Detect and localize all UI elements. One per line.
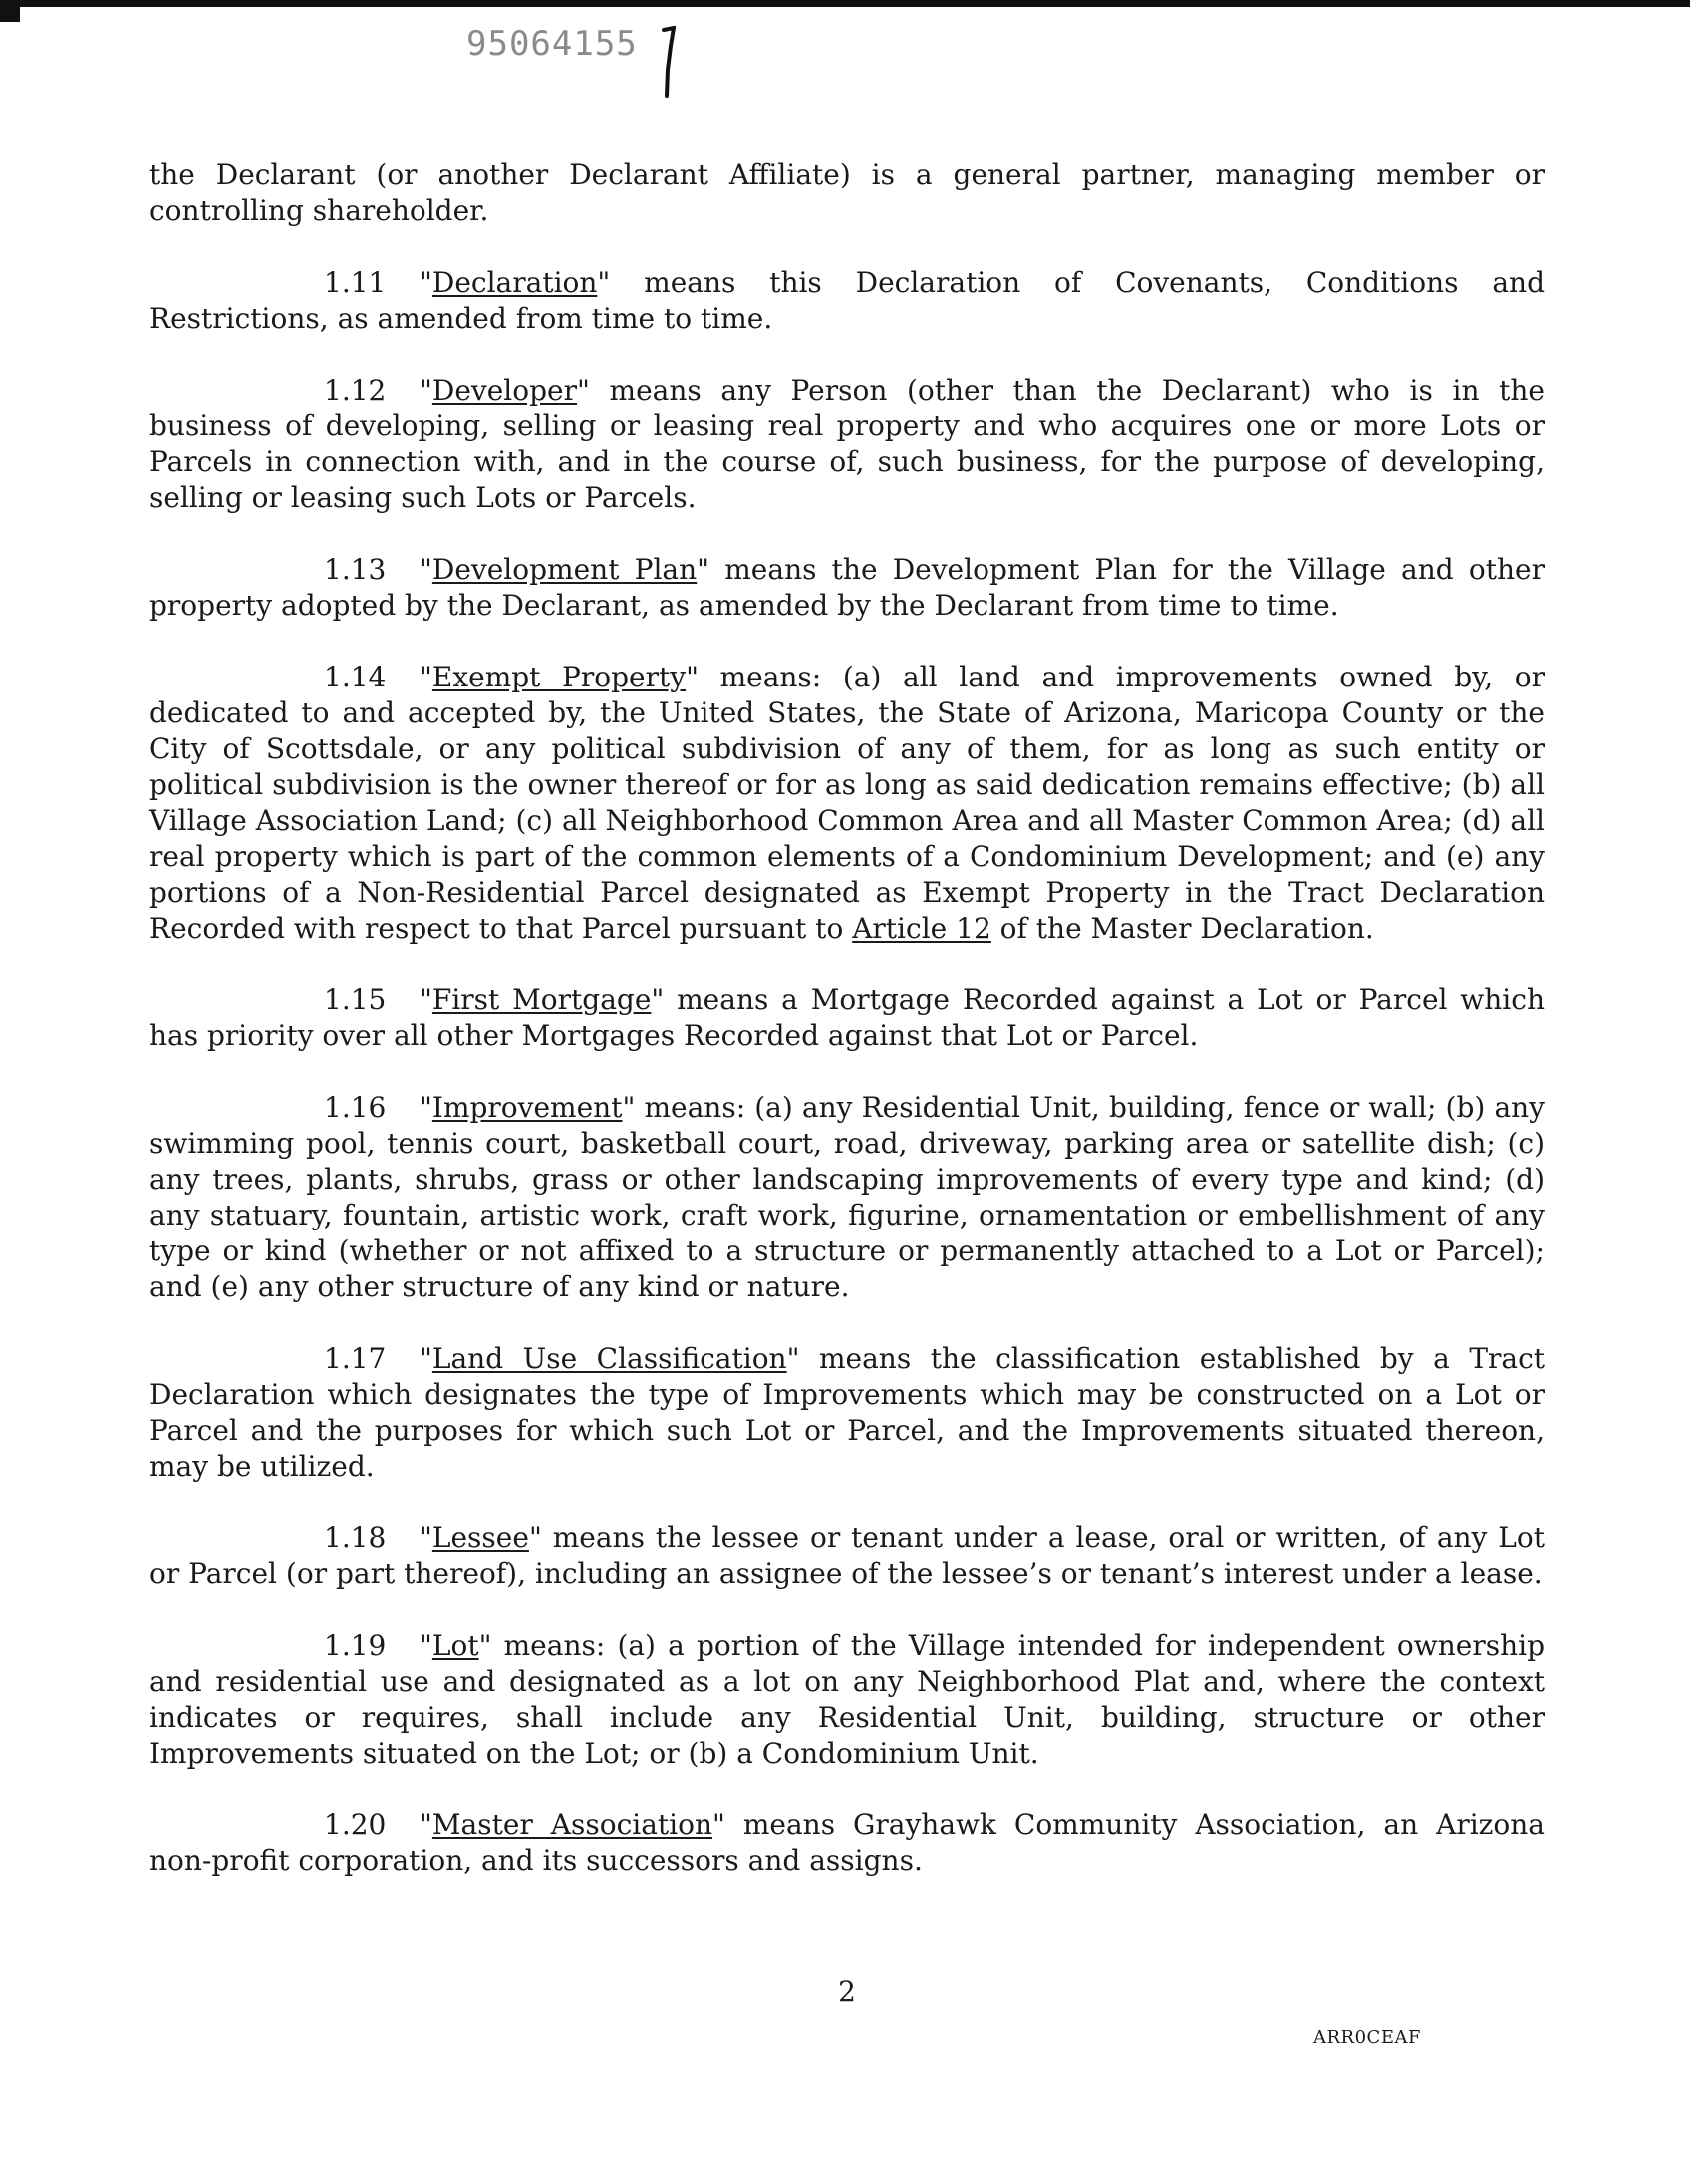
defined-term: Declaration [431, 266, 598, 299]
defined-term: Developer [431, 374, 577, 407]
document-code: ARR0CEAF [1313, 2027, 1421, 2048]
defined-term: Land Use Classification [431, 1342, 787, 1375]
defined-term: Lessee [431, 1521, 529, 1554]
defined-term: Development Plan [431, 553, 698, 586]
section-1-17: 1.17 "Land Use Classification" means the classification established by a Tract Declaration which designates the type of Improvements which may be constructed on a Lot or Parcel and the purposes for which such Lot or Parcel, and the Improvements situated thereon, may be utilized. [149, 1342, 1546, 1483]
section-number: 1.13 [324, 553, 387, 586]
section-text: " means Grayhawk Community Association, an Arizona non-profit corporation, and its successors and assigns. [149, 1808, 1545, 1877]
section-number: 1.16 [324, 1091, 387, 1124]
section-number: 1.20 [324, 1808, 387, 1841]
section-1-15: 1.15 "First Mortgage" means a Mortgage Recorded against a Lot or Parcel which has priority over all other Mortgages Recorded against that Lot or Parcel. [149, 983, 1545, 1052]
section-number: 1.15 [324, 983, 387, 1016]
page-number: 2 [838, 1975, 856, 2008]
defined-term: Improvement [431, 1091, 623, 1124]
section-text: " means: (a) any Residential Unit, building, fence or wall; (b) any swimming pool, tennis court, basketball court, road, driveway, parking area or satellite dish; (c) any trees, plants, shrubs, grass or other landscaping improvements of every type and kind; (d) any statuary, fountain, artistic work, craft work, figurine, ornamentation or embellishment of any type or kind (whether or not affixed to a structure or permanently attached to a Lot or Parcel); and (e) any other structure of any kind or nature. [149, 1091, 1545, 1303]
section-number: 1.17 [324, 1342, 387, 1375]
continuation-paragraph: the Declarant (or another Declarant Affiliate) is a general partner, managing member or controlling shareholder. [149, 158, 1545, 227]
section-number: 1.18 [324, 1521, 387, 1554]
section-text: " means the lessee or tenant under a lease, oral or written, of any Lot or Parcel (or part thereof), including an assignee of the lessee’s or tenant’s interest under a lease. [149, 1521, 1545, 1590]
section-1-16: 1.16 "Improvement" means: (a) any Residential Unit, building, fence or wall; (b) any swimming pool, tennis court, basketball court, road, driveway, parking area or satellite dish; (c) any trees, plants, shrubs, grass or other landscaping improvements of every type and kind; (d) any statuary, fountain, artistic work, craft work, figurine, ornamentation or embellishment of any type or kind (whether or not affixed to a structure or permanently attached to a Lot or Parcel); and (e) any other structure of any kind or nature. [149, 1091, 1545, 1303]
section-text: " means the Development Plan for the Village and other property adopted by the Declarant, as amended by the Declarant from time to time. [149, 553, 1545, 622]
section-text: " means this Declaration of Covenants, Conditions and Restrictions, as amended from time to time. [149, 266, 1545, 335]
section-1-20: 1.20 "Master Association" means Grayhawk Community Association, an Arizona non-profit corporation, and its successors and assigns. [149, 1808, 1545, 1877]
document-stamp-number: 95064155 [466, 24, 638, 64]
section-number: 1.11 [324, 266, 387, 299]
scan-corner-mark [0, 0, 20, 22]
section-text: " means: (a) a portion of the Village intended for independent ownership and residential use and designated as a lot on any Neighborhood Plat and, where the context indicates or requires, shall include any Residential Unit, building, structure or other Improvements situated on the Lot; or (b) a Condominium Unit. [149, 1629, 1545, 1770]
stamp-pen-stroke-icon [662, 26, 676, 98]
section-1-19: 1.19 "Lot" means: (a) a portion of the Village intended for independent ownership and residential use and designated as a lot on any Neighborhood Plat and, where the context indicates or requires, shall include any Residential Unit, building, structure or other Improvements situated on the Lot; or (b) a Condominium Unit. [149, 1629, 1545, 1770]
scan-top-edge [0, 0, 1690, 7]
defined-term: First Mortgage [431, 983, 652, 1016]
defined-term: Master Association [431, 1808, 713, 1841]
section-1-14: 1.14 "Exempt Property" means: (a) all land and improvements owned by, or dedicated to and accepted by, the United States, the State of Arizona, Maricopa County or the City of Scottsdale, or any political subdivision of any of them, for as long as such entity or political subdivision is the owner thereof or for as long as said dedication remains effective; (b) all Village Association Land; (c) all Neighborhood Common Area and all Master Common Area; (d) all real property which is part of the common elements of a Condominium Development; and (e) any portions of a Non-Residential Parcel designated as Exempt Property in the Tract Declaration Recorded with respect to that Parcel pursuant to Article 12 of the Master Declaration. [149, 661, 1545, 945]
section-number: 1.14 [324, 661, 387, 693]
section-1-12: 1.12 "Developer" means any Person (other than the Declarant) who is in the business of developing, selling or leasing real property and who acquires one or more Lots or Parcels in connection with, and in the course of, such business, for the purpose of developing, selling or leasing such Lots or Parcels. [149, 374, 1545, 514]
section-number: 1.12 [324, 374, 387, 407]
section-text: " means: (a) all land and improvements owned by, or dedicated to and accepted by, the United States, the State of Arizona, Maricopa County or the City of Scottsdale, or any political subdivision of any of them, for as long as such entity or political subdivision is the owner thereof or for as long as said dedication remains effective; (b) all Village Association Land; (c) all Neighborhood Common Area and all Master Common Area; (d) all real property which is part of the common elements of a Condominium Development; and (e) any portions of a Non-Residential Parcel designated as Exempt Property in the Tract Declaration Recorded with respect to that Parcel pursuant to [149, 661, 1545, 945]
section-number: 1.19 [324, 1629, 387, 1662]
section-1-13: 1.13 "Development Plan" means the Development Plan for the Village and other property adopted by the Declarant, as amended by the Declarant from time to time. [149, 553, 1545, 622]
defined-term: Exempt Property [431, 661, 687, 693]
article-reference: Article 12 [852, 912, 991, 945]
section-text: " means the classification established by a Tract Declaration which designates the type of Improvements which may be constructed on a Lot or Parcel and the purposes for which such Lot or Parcel, and the Improvements situated thereon, may be utilized. [149, 1342, 1546, 1483]
defined-term: Lot [431, 1629, 479, 1662]
section-text: " means a Mortgage Recorded against a Lot or Parcel which has priority over all other Mortgages Recorded against that Lot or Parcel. [149, 983, 1545, 1052]
section-text-tail: of the Master Declaration. [990, 912, 1374, 945]
section-1-11: 1.11 "Declaration" means this Declaration of Covenants, Conditions and Restrictions, as amended from time to time. [149, 266, 1545, 335]
section-1-18: 1.18 "Lessee" means the lessee or tenant under a lease, oral or written, of any Lot or Parcel (or part thereof), including an assignee of the lessee’s or tenant’s interest under a lease. [149, 1521, 1545, 1590]
section-text: " means any Person (other than the Declarant) who is in the business of developing, selling or leasing real property and who acquires one or more Lots or Parcels in connection with, and in the course of, such business, for the purpose of developing, selling or leasing such Lots or Parcels. [149, 374, 1545, 514]
document-body [149, 157, 1545, 1915]
